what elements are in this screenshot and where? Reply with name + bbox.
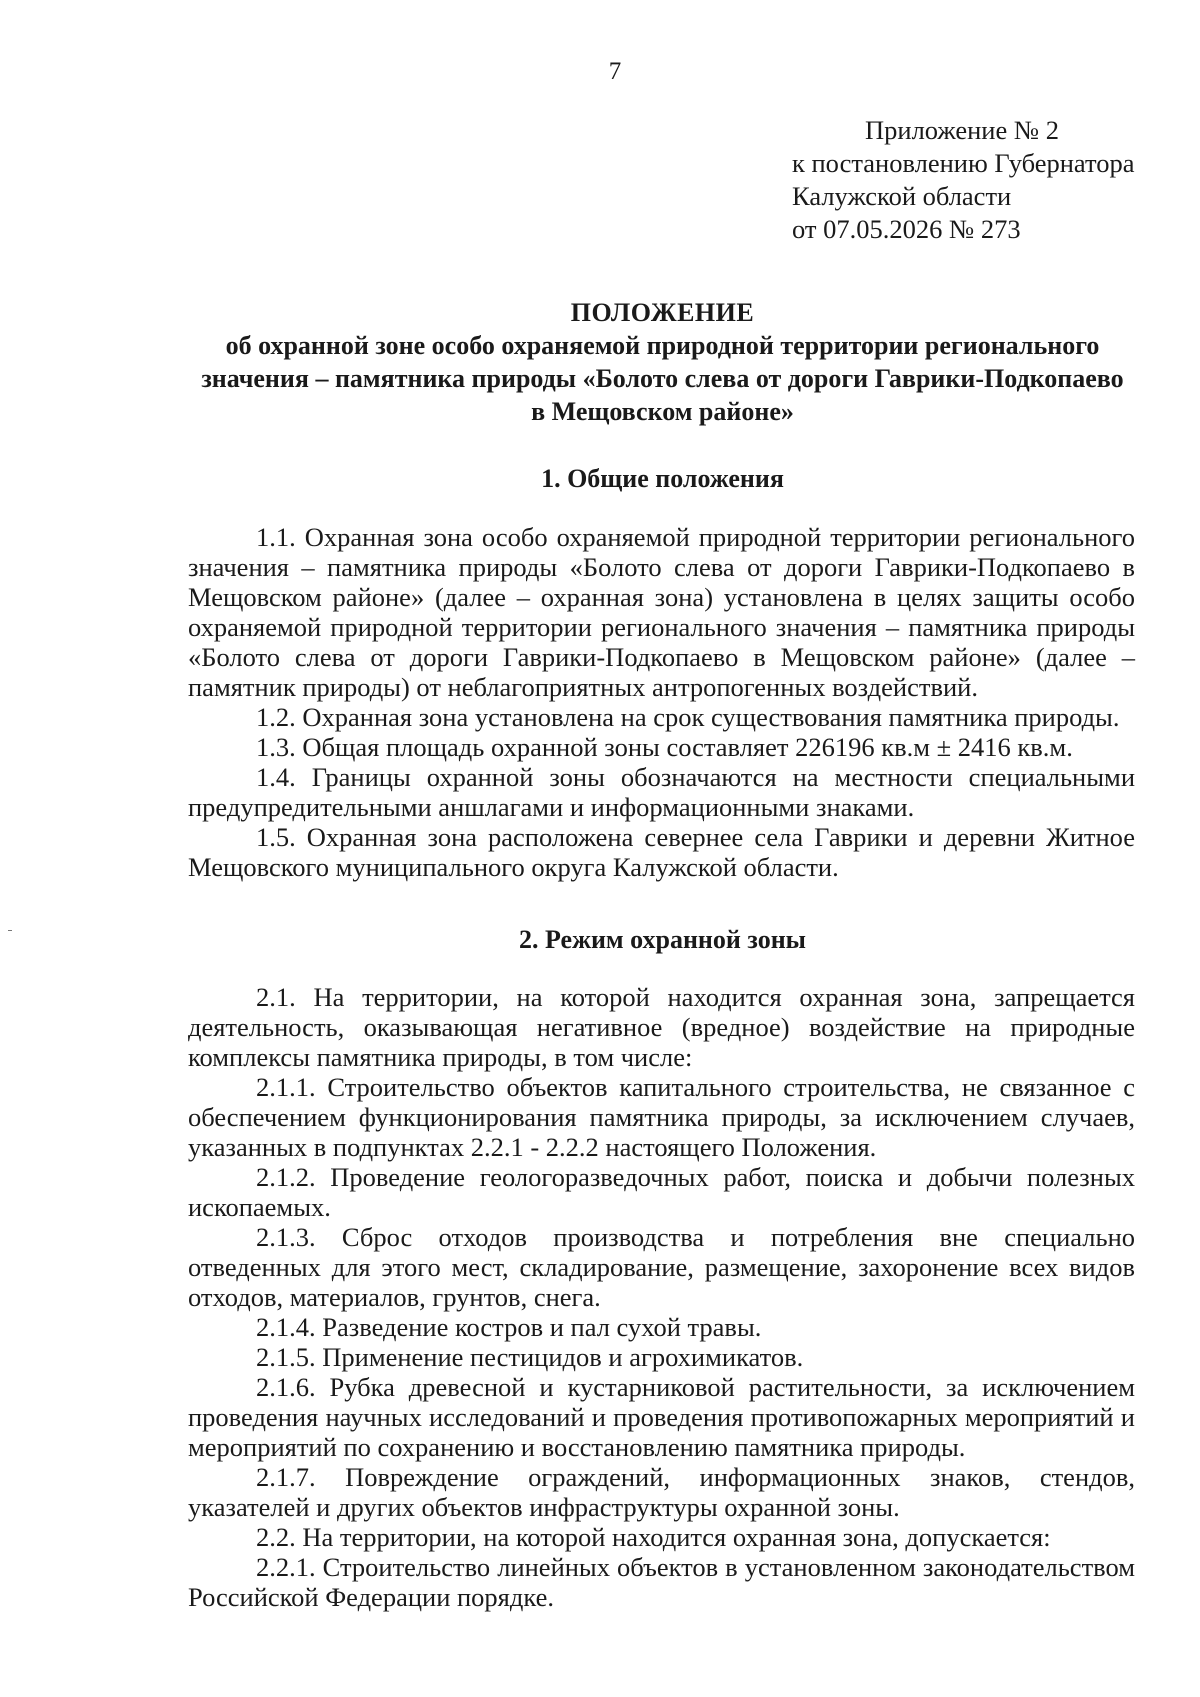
paragraph-1-2: 1.2. Охранная зона установлена на срок существования памятника природы.: [256, 702, 1120, 732]
paragraph-2-1-2: 2.1.2. Проведение геологоразведочных работ, поиска и добычи полезных ископаемых.: [188, 1162, 1135, 1222]
paragraph-2-2: 2.2. На территории, на которой находится охранная зона, допускается:: [256, 1522, 1051, 1552]
appendix-number: Приложение № 2: [865, 115, 1060, 145]
appendix-header: [792, 114, 1135, 246]
scan-speck: [8, 930, 12, 931]
appendix-date-number: от 07.05.2026 № 273: [792, 214, 1021, 244]
section-1-heading: 1. Общие положения: [541, 464, 784, 493]
document-title: [185, 296, 1140, 428]
paragraph-2-1: 2.1. На территории, на которой находится охранная зона, запрещается деятельность, оказывающая негативное (вредное) воздействие на природные комплексы памятника природы, в том числе:: [188, 982, 1135, 1072]
page-number: 7: [608, 58, 622, 85]
section-2-body: [188, 982, 1135, 1612]
section-2-heading: 2. Режим охранной зоны: [519, 925, 806, 954]
paragraph-1-3: 1.3. Общая площадь охранной зоны составляет 226196 кв.м ± 2416 кв.м.: [256, 732, 1073, 762]
section-1-body: [188, 522, 1135, 882]
title-main: ПОЛОЖЕНИЕ: [570, 298, 755, 327]
title-line-1: об охранной зоне особо охраняемой природной территории регионального: [225, 331, 1100, 360]
paragraph-2-2-1: 2.2.1. Строительство линейных объектов в установленном законодательством Российской Федерации порядке.: [188, 1552, 1135, 1612]
paragraph-1-4: 1.4. Границы охранной зоны обозначаются на местности специальными предупредительными аншлагами и информационными знаками.: [188, 762, 1135, 822]
title-line-2: значения – памятника природы «Болото слева от дороги Гаврики-Подкопаево: [201, 364, 1124, 393]
paragraph-2-1-6: 2.1.6. Рубка древесной и кустарниковой растительности, за исключением проведения научных исследований и проведения противопожарных мероприятий и мероприятий по сохранению и восстановлению памятника природы.: [188, 1372, 1135, 1462]
paragraph-2-1-5: 2.1.5. Применение пестицидов и агрохимикатов.: [256, 1342, 804, 1372]
paragraph-2-1-4: 2.1.4. Разведение костров и пал сухой травы.: [256, 1312, 762, 1342]
title-line-3: в Мещовском районе»: [531, 397, 794, 426]
paragraph-1-1: 1.1. Охранная зона особо охраняемой природной территории регионального значения – памятника природы «Болото слева от дороги Гаврики-Подкопаево в Мещовском районе» (далее – охранная зона) установлена в целях защиты особо охраняемой природной территории регионального значения – памятника природы «Болото слева от дороги Гаврики-Подкопаево в Мещовском районе» (далее – памятник природы) от неблагоприятных антропогенных воздействий.: [188, 522, 1135, 702]
appendix-region: Калужской области: [792, 181, 1012, 211]
paragraph-1-5: 1.5. Охранная зона расположена севернее села Гаврики и деревни Житное Мещовского муниципального округа Калужской области.: [188, 822, 1135, 882]
appendix-decree-ref: к постановлению Губернатора: [792, 148, 1135, 178]
paragraph-2-1-1: 2.1.1. Строительство объектов капитального строительства, не связанное с обеспечением функционирования памятника природы, за исключением случаев, указанных в подпунктах 2.2.1 - 2.2.2 настоящего Положения.: [188, 1072, 1135, 1162]
paragraph-2-1-3: 2.1.3. Сброс отходов производства и потребления вне специально отведенных для этого мест, складирование, размещение, захоронение всех видов отходов, материалов, грунтов, снега.: [188, 1222, 1135, 1312]
paragraph-2-1-7: 2.1.7. Повреждение ограждений, информационных знаков, стендов, указателей и других объектов инфраструктуры охранной зоны.: [188, 1462, 1135, 1522]
